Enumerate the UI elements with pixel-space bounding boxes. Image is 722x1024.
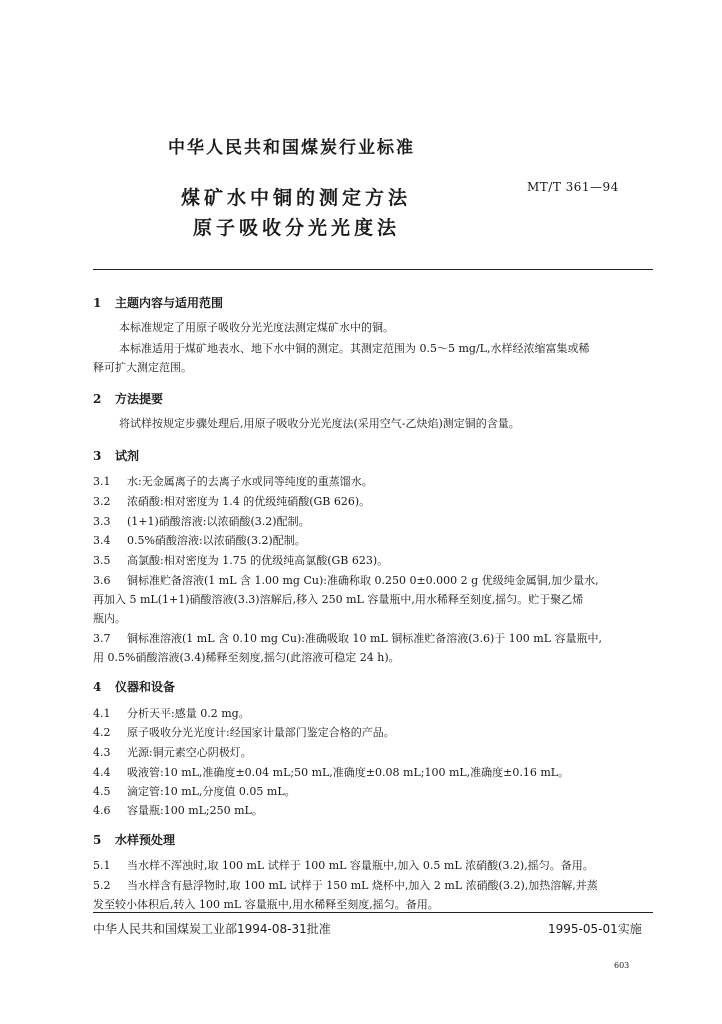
clause-5-2-cont: 发至较小体积后,转入 100 mL 容量瓶中,用水稀释至刻度,摇匀。备用。	[93, 898, 439, 911]
standard-number: MT/T 361—94	[527, 180, 619, 194]
header-divider	[93, 269, 653, 270]
section-5-heading	[93, 831, 175, 848]
clause-3-1: 3.1 水:无金属离子的去离子水或同等纯度的重蒸馏水。	[93, 475, 373, 488]
section-1-paragraph-2: 本标准适用于煤矿地表水、地下水中铜的测定。其测定范围为 0.5～5 mg/L,水样经浓缩富集或稀	[119, 342, 590, 355]
approval-statement: 中华人民共和国煤炭工业部1994-08-31批准	[93, 922, 331, 936]
clause-3-4: 3.4 0.5%硝酸溶液:以浓硝酸(3.2)配制。	[93, 534, 306, 547]
section-number: 1	[93, 296, 102, 310]
section-1-paragraph-2-cont: 释可扩大测定范围。	[93, 361, 192, 374]
industry-standard-heading: 中华人民共和国煤炭行业标准	[168, 138, 415, 158]
section-number: 3	[93, 449, 102, 463]
section-4-heading	[93, 678, 175, 695]
section-number: 5	[93, 833, 102, 847]
clause-5-1: 5.1 当水样不浑浊时,取 100 mL 试样于 100 mL 容量瓶中,加入 0.5 mL 浓硝酸(3.2),摇匀。备用。	[93, 859, 594, 872]
clause-4-5: 4.5 滴定管:10 mL,分度值 0.05 mL。	[93, 785, 296, 798]
section-1-paragraph-1: 本标准规定了用原子吸收分光光度法测定煤矿水中的铜。	[119, 321, 394, 334]
clause-3-3: 3.3 (1+1)硝酸溶液:以浓硝酸(3.2)配制。	[93, 515, 310, 528]
section-2-heading	[93, 390, 163, 407]
section-title: 方法提要	[115, 392, 164, 406]
clause-4-6: 4.6 容量瓶:100 mL;250 mL。	[93, 804, 263, 817]
section-title: 水样预处理	[115, 833, 176, 847]
clause-3-7-cont: 用 0.5%硝酸溶液(3.4)稀释至刻度,摇匀(此溶液可稳定 24 h)。	[93, 651, 400, 664]
page-number: 603	[614, 961, 630, 970]
clause-3-2: 3.2 浓硝酸:相对密度为 1.4 的优级纯硝酸(GB 626)。	[93, 495, 371, 508]
section-1-heading	[93, 294, 223, 311]
clause-3-5: 3.5 高氯酸:相对密度为 1.75 的优级纯高氯酸(GB 623)。	[93, 554, 389, 567]
section-title: 试剂	[115, 449, 140, 463]
clause-3-7: 3.7 铜标准溶液(1 mL 含 0.10 mg Cu):准确吸取 10 mL 铜标准贮备溶液(3.6)于 100 mL 容量瓶中,	[93, 632, 602, 645]
clause-3-6-cont-2: 瓶内。	[93, 612, 126, 625]
document-title-line-2: 原子吸收分光光度法	[193, 217, 401, 239]
clause-3-6-cont-1: 再加入 5 mL(1+1)硝酸溶液(3.3)溶解后,移入 250 mL 容量瓶中,用水稀释至刻度,摇匀。贮于聚乙烯	[93, 593, 584, 606]
footer-divider	[93, 912, 653, 913]
document-title-line-1: 煤矿水中铜的测定方法	[181, 187, 412, 209]
section-title: 主题内容与适用范围	[115, 296, 224, 310]
section-3-heading	[93, 447, 139, 464]
clause-5-2: 5.2 当水样含有悬浮物时,取 100 mL 试样于 150 mL 烧杯中,加入 2 mL 浓硝酸(3.2),加热溶解,并蒸	[93, 879, 598, 892]
section-2-paragraph-1: 将试样按规定步骤处理后,用原子吸收分光光度法(采用空气-乙炔焰)测定铜的含量。	[119, 417, 520, 430]
implementation-date: 1995-05-01实施	[548, 922, 642, 936]
clause-4-1: 4.1 分析天平:感量 0.2 mg。	[93, 707, 250, 720]
clause-3-6: 3.6 铜标准贮备溶液(1 mL 含 1.00 mg Cu):准确称取 0.250 0±0.000 2 g 优级纯金属铜,加少量水,	[93, 574, 599, 587]
clause-4-3: 4.3 光源:铜元素空心阴极灯。	[93, 746, 252, 759]
section-number: 2	[93, 392, 102, 406]
clause-4-2: 4.2 原子吸收分光光度计:经国家计量部门鉴定合格的产品。	[93, 726, 395, 739]
clause-4-4: 4.4 吸液管:10 mL,准确度±0.04 mL;50 mL,准确度±0.08 mL;100 mL,准确度±0.16 mL。	[93, 766, 570, 779]
section-title: 仪器和设备	[115, 680, 176, 694]
section-number: 4	[93, 680, 102, 694]
